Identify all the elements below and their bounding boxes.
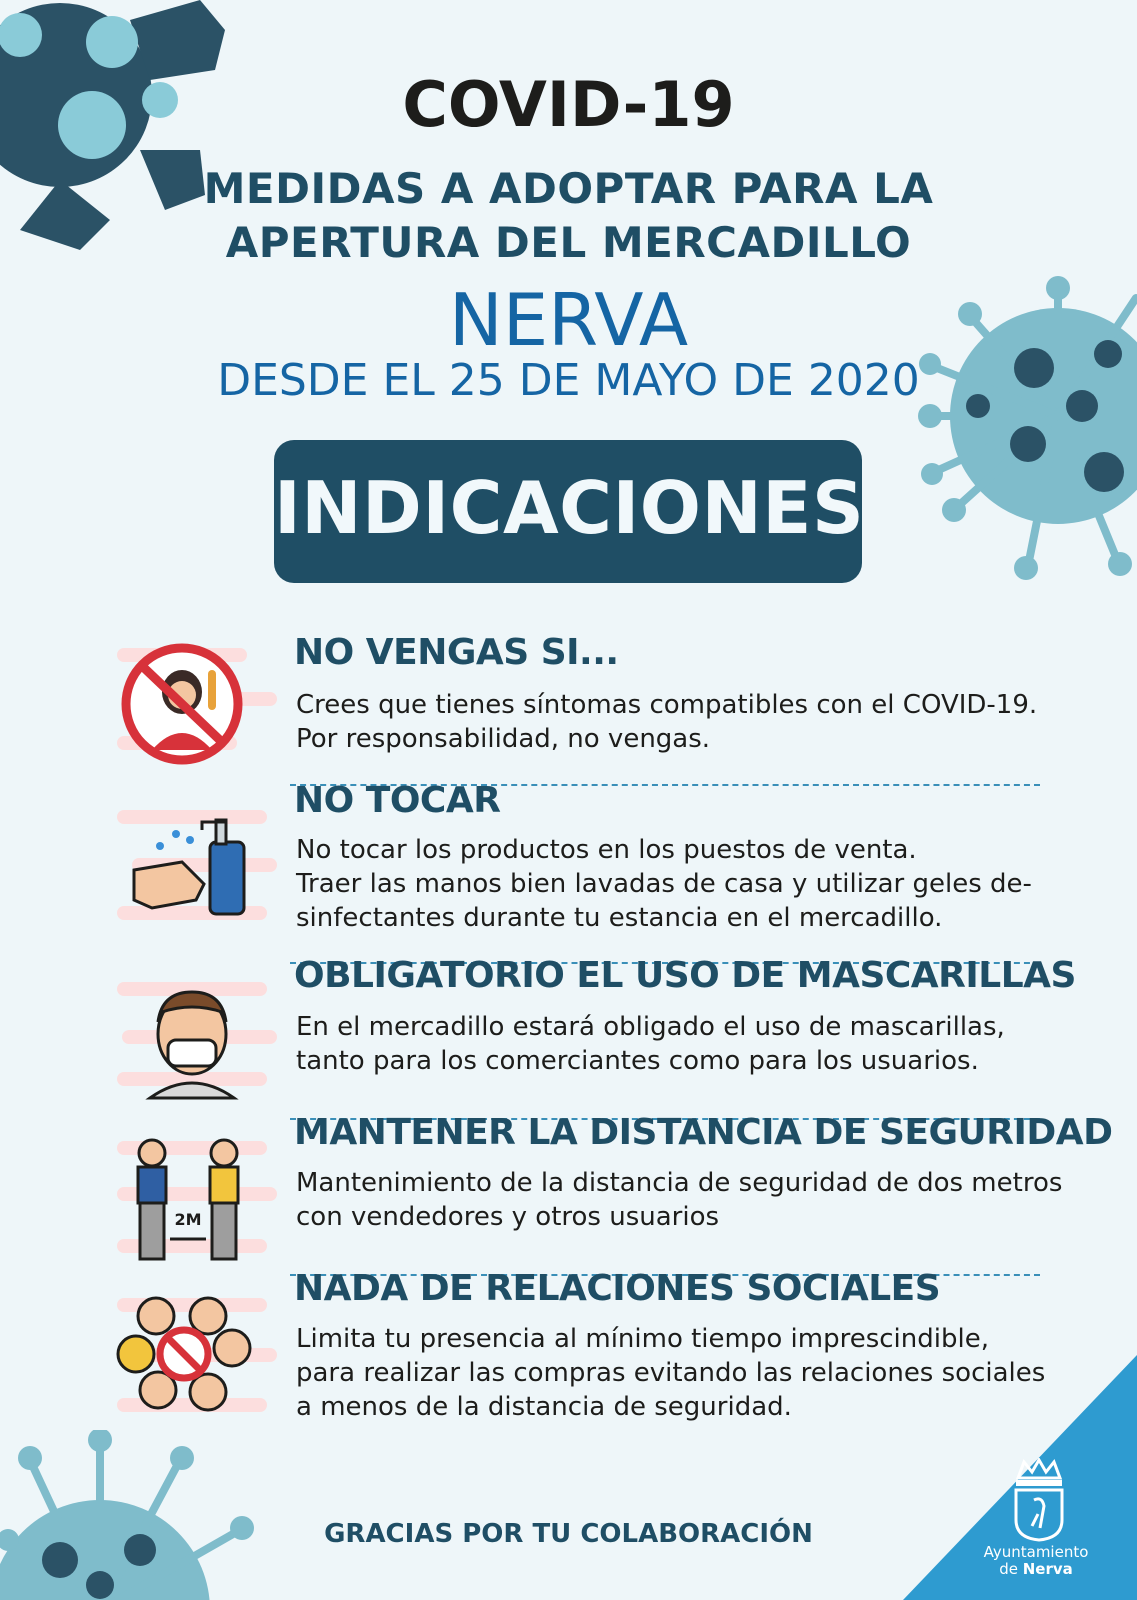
subtitle-line-1: MEDIDAS A ADOPTAR PARA LA <box>203 164 934 213</box>
item-text-line: Limita tu presencia al mínimo tiempo imprescindible, <box>296 1324 989 1354</box>
logo-town-name: Nerva <box>1022 1560 1073 1578</box>
item-text-line: Por responsabilidad, no vengas. <box>296 724 711 754</box>
item-title-mascarillas: OBLIGATORIO EL USO DE MASCARILLAS <box>294 955 1076 996</box>
item-text-line: sinfectantes durante tu estancia en el mercadillo. <box>296 903 943 933</box>
virus-decoration-bottom-left-icon <box>0 1430 270 1600</box>
ayuntamiento-logo-icon <box>1010 1458 1068 1542</box>
item-text-line: Crees que tienes síntomas compatibles con el COVID-19. <box>296 690 1038 720</box>
hand-sanitizer-icon <box>112 800 282 930</box>
item-text-distancia <box>296 1166 1062 1234</box>
item-text-line: a menos de la distancia de seguridad. <box>296 1392 792 1422</box>
ayuntamiento-logo-text <box>963 1544 1109 1578</box>
item-text-no-tocar <box>296 833 1032 935</box>
town-name: NERVA <box>448 278 689 362</box>
item-text-line: con vendedores y otros usuarios <box>296 1202 720 1232</box>
distance-label: 2M <box>174 1210 202 1229</box>
item-text-line: Traer las manos bien lavadas de casa y utilizar geles de- <box>296 869 1032 899</box>
social-distance-icon <box>112 1135 282 1265</box>
crowd-prohibited-icon <box>112 1292 282 1422</box>
item-text-line: para realizar las compras evitando las relaciones sociales <box>296 1358 1046 1388</box>
item-text-line: Mantenimiento de la distancia de seguridad de dos metros <box>296 1168 1063 1198</box>
item-text-no-vengas <box>296 688 1037 756</box>
item-text-line: tanto para los comerciantes como para los usuarios. <box>296 1046 979 1076</box>
indicaciones-banner <box>274 440 865 583</box>
item-text-line: No tocar los productos en los puestos de venta. <box>296 835 917 865</box>
thanks-message: GRACIAS POR TU COLABORACIÓN <box>324 1519 813 1549</box>
item-title-no-tocar: NO TOCAR <box>294 780 501 821</box>
item-text-line: En el mercadillo estará obligado el uso de mascarillas, <box>296 1012 1005 1042</box>
item-title-relaciones: NADA DE RELACIONES SOCIALES <box>294 1268 941 1309</box>
logo-line-2-prefix: de <box>999 1560 1023 1578</box>
logo-line-2 <box>963 1561 1109 1578</box>
subtitle-line-2: APERTURA DEL MERCADILLO <box>225 218 912 267</box>
item-text-relaciones <box>296 1322 1045 1424</box>
sick-person-prohibited-icon <box>112 640 282 770</box>
face-mask-icon <box>112 972 282 1102</box>
item-title-no-vengas: NO VENGAS SI... <box>294 632 619 673</box>
indicaciones-label: INDICACIONES <box>274 466 865 550</box>
page-title: COVID-19 <box>402 68 735 141</box>
logo-line-1: Ayuntamiento <box>983 1543 1089 1561</box>
item-title-distancia: MANTENER LA DISTANCIA DE SEGURIDAD <box>294 1112 1113 1153</box>
item-text-mascarillas <box>296 1010 1005 1078</box>
start-date: DESDE EL 25 DE MAYO DE 2020 <box>217 355 920 406</box>
